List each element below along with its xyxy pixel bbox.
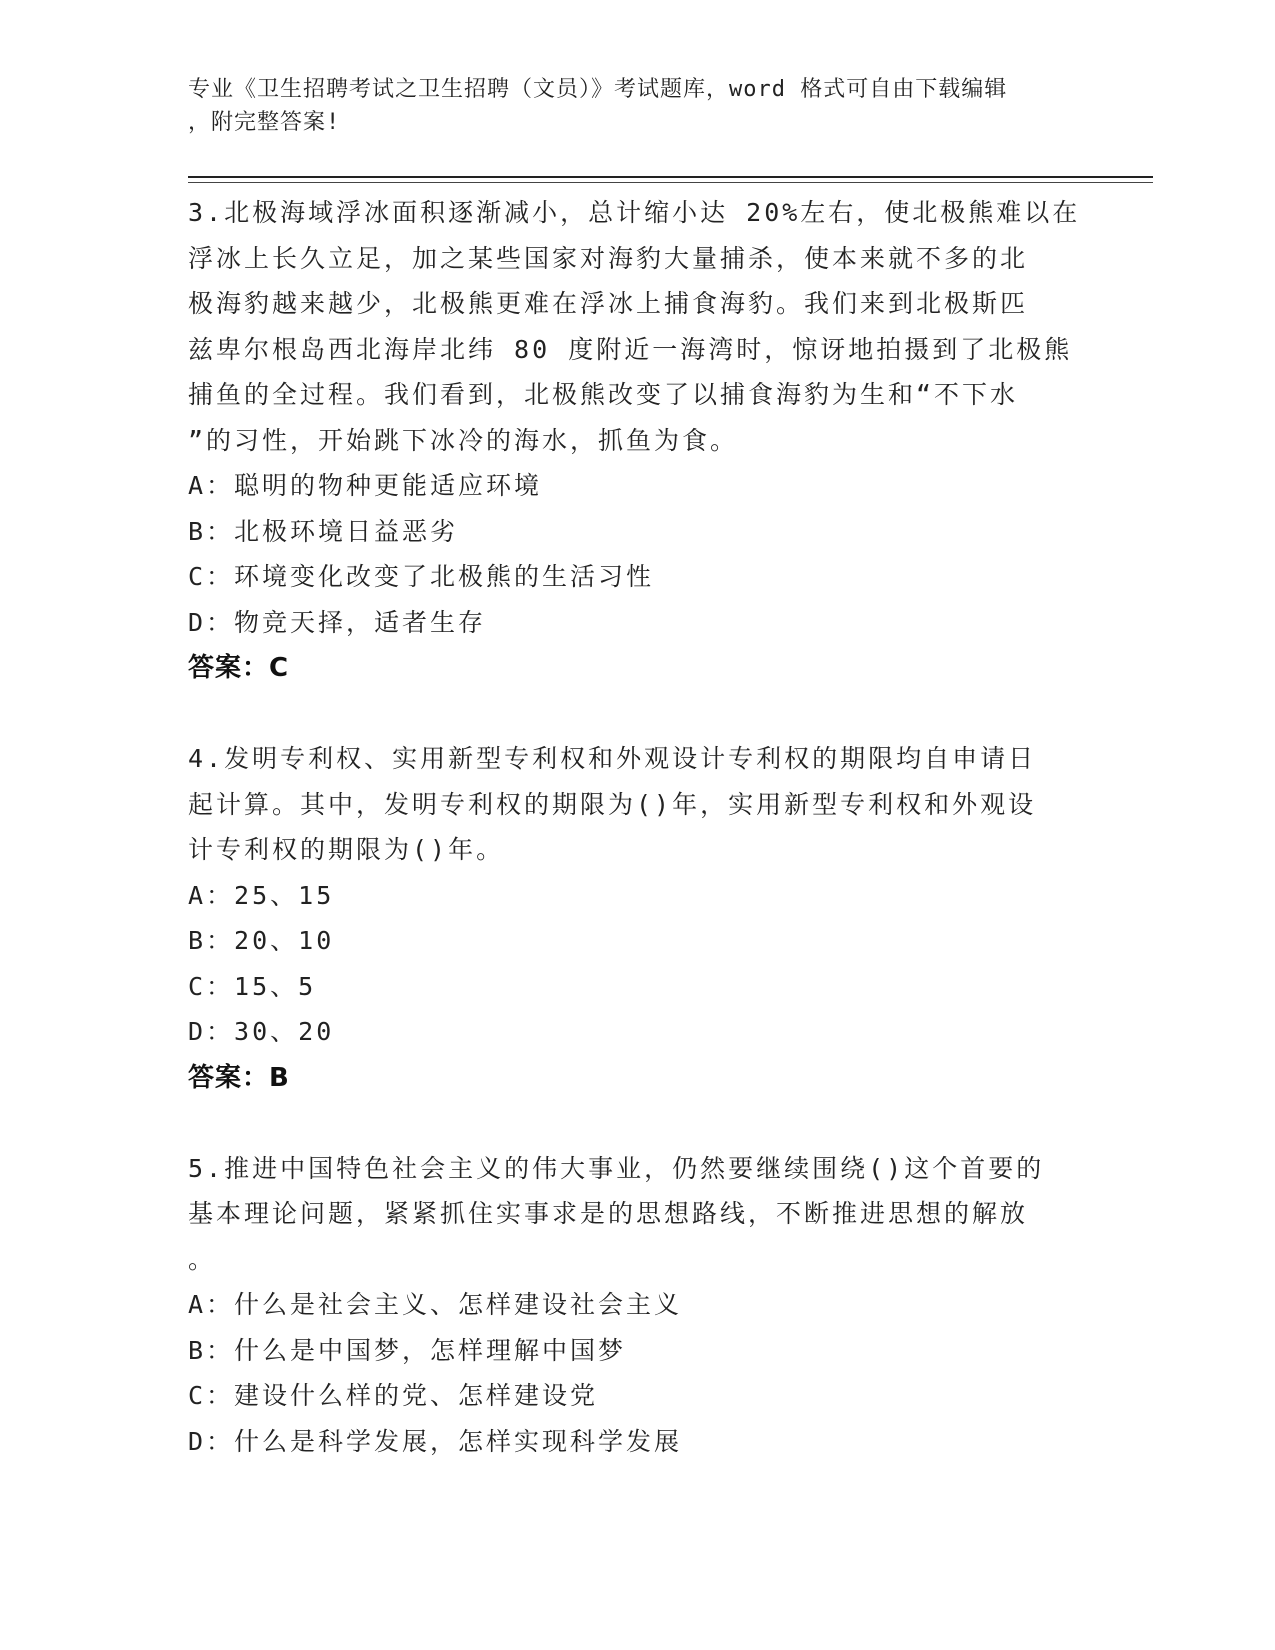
question-3-option-d: D：物竞天择，适者生存: [188, 607, 487, 637]
question-4-option-b: B：20、10: [188, 926, 335, 955]
question-5-text-line: 5.推进中国特色社会主义的伟大事业，仍然要继续围绕()这个首要的: [188, 1153, 1045, 1183]
question-5-option-b: B：什么是中国梦，怎样理解中国梦: [188, 1335, 627, 1365]
question-3-option-a: A：聪明的物种更能适应环境: [188, 471, 543, 500]
question-3-text-line: 兹卑尔根岛西北海岸北纬 80 度附近一海湾时，惊讶地拍摄到了北极熊: [188, 334, 1073, 364]
question-5-text-line: 。: [188, 1244, 217, 1274]
spacer: [188, 1101, 1088, 1146]
question-5-option-d: D：什么是科学发展，怎样实现科学发展: [188, 1426, 683, 1456]
question-list: [188, 190, 1088, 1464]
document-header: [188, 73, 1088, 139]
question-4-option-a: A：25、15: [188, 880, 335, 910]
question-3-text-line: 极海豹越来越少，北极熊更难在浮冰上捕食海豹。我们来到北极斯匹: [188, 289, 1029, 318]
question-3-text-line: 3.北极海域浮冰面积逐渐减小，总计缩小达 20%左右，使北极熊难以在: [188, 198, 1081, 227]
header-divider-thin: [188, 182, 1153, 183]
question-4-text-line: 起计算。其中，发明专利权的期限为()年，实用新型专利权和外观设: [188, 789, 1037, 819]
question-4-answer: 答案：B: [188, 1062, 290, 1093]
question-3-text-line: 捕鱼的全过程。我们看到，北极熊改变了以捕食海豹为生和“不下水: [188, 380, 1019, 409]
question-3-text-line: 浮冰上长久立足，加之某些国家对海豹大量捕杀，使本来就不多的北: [188, 243, 1029, 273]
question-4-option-c: C：15、5: [188, 971, 317, 1001]
question-5-text-line: 基本理论问题，紧紧抓住实事求是的思想路线，不断推进思想的解放: [188, 1199, 1029, 1228]
question-4-text-line: 计专利权的期限为()年。: [188, 835, 505, 864]
question-4-option-d: D：30、20: [188, 1017, 335, 1046]
question-3-option-c: C：环境变化改变了北极熊的生活习性: [188, 562, 655, 591]
question-5: [188, 1146, 1088, 1465]
question-3-text-line: ”的习性，开始跳下冰冷的海水，抓鱼为食。: [188, 425, 739, 455]
question-5-option-a: A：什么是社会主义、怎样建设社会主义: [188, 1290, 683, 1319]
question-3-option-b: B：北极环境日益恶劣: [188, 516, 459, 546]
header-line-1: 专业《卫生招聘考试之卫生招聘（文员）》考试题库，word 格式可自由下载编辑: [188, 77, 1008, 102]
question-3-answer: 答案：C: [188, 653, 290, 683]
question-4: [188, 736, 1088, 1101]
header-line-2: ，附完整答案!: [188, 110, 341, 135]
header-divider-thick: [188, 176, 1153, 178]
spacer: [188, 691, 1088, 736]
question-5-option-c: C：建设什么样的党、怎样建设党: [188, 1381, 599, 1410]
question-3: [188, 190, 1088, 691]
question-4-text-line: 4.发明专利权、实用新型专利权和外观设计专利权的期限均自申请日: [188, 744, 1037, 773]
